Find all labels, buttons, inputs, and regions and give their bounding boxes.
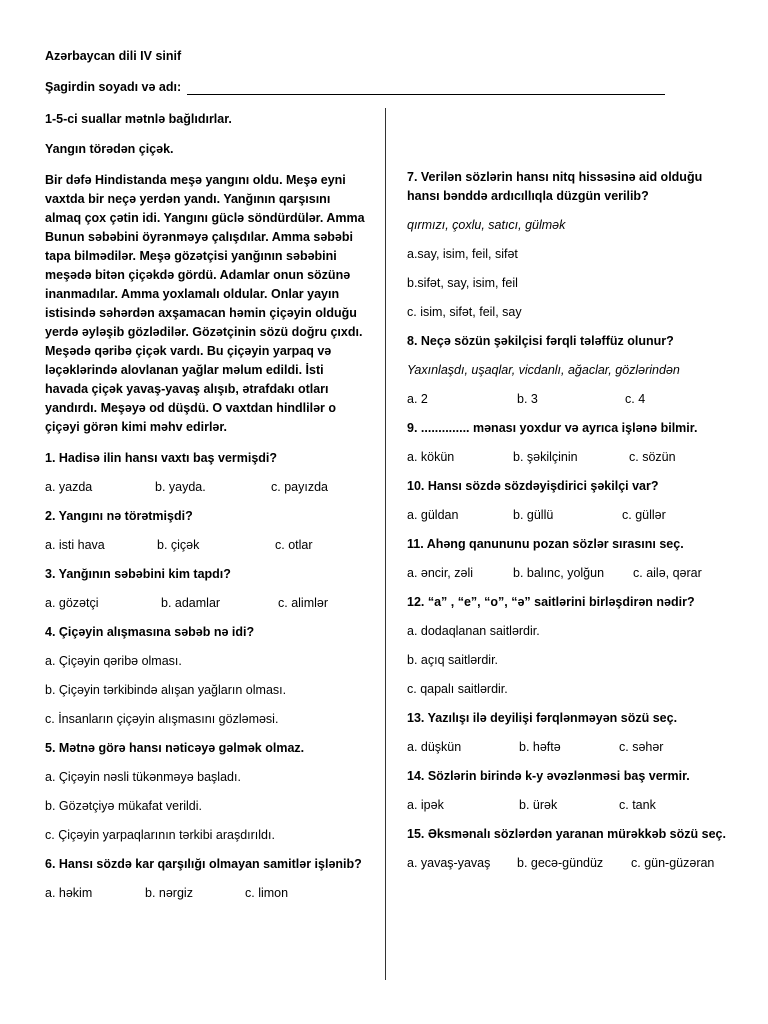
question-7-option-a[interactable]: a.say, isim, feil, sifət [407,247,518,261]
story-text: Bir dəfə Hindistanda meşə yangını oldu. Meşə eyni vaxtda bir neçə yerdən yandı. Yanğının qarşısını almaq çox çətin idi. Yangını güclə söndürdülər. Amma Bunun səbəbini öyrənməyə çalışdılar. Amma səbəbi tapa bilmədilər. Meşə gözətçisi yanğının səbəbini meşədə bitən çiçəkdə gördü. Adamlar onun sözünə inanmadılar. Amma yoxlamalı oldular. Onlar yayın istisində səhərdən axşamacan həmin çiçəyin olduğu yerdə əyləşib gözlədilər. Gözətçinin sözü doğru çıxdı. Meşədə qəribə çiçək vardı. Bu çiçəyin yarpaq və ləçəklərində alovlanan yağlar məlum edildi. İsti havada çiçək yavaş-yavaş alışıb, ətrafdakı otları yandırdı. Meşəyə od düşdü. O vaxtdan hindlilər o çiçəyi görən kimi məhv edirlər. [45,173,365,434]
subject-title: Azərbaycan dili IV sinif [45,49,182,63]
question-6-options [45,884,367,903]
question-2-option-b[interactable]: b. çiçək [157,538,200,552]
question-7-option-c[interactable]: c. isim, sifət, feil, say [407,305,522,319]
question-3-option-c[interactable]: c. alimlər [278,596,329,610]
question-1-option-b[interactable]: b. yayda. [155,480,206,494]
question-7: 7. Verilən sözlərin hansı nitq hissəsinə aid olduğu hansı bənddə ardıcıllıqla düzgün verilib? [407,170,703,203]
question-2-option-c[interactable]: c. otlar [275,538,313,552]
question-1-options [45,478,367,497]
question-8: 8. Neçə sözün şəkilçisi fərqli tələffüz olunur? [407,334,674,348]
question-9-option-b[interactable]: b. şəkilçinin [513,450,578,464]
question-2-options [45,536,367,555]
question-1-option-a[interactable]: a. yazda [45,480,93,494]
question-4: 4. Çiçəyin alışmasına səbəb nə idi? [45,625,255,639]
question-6-option-b[interactable]: b. nərgiz [145,886,193,900]
question-3: 3. Yanğının səbəbini kim tapdı? [45,567,231,581]
question-14-option-b[interactable]: b. ürək [519,798,558,812]
question-5-option-b[interactable]: b. Gözətçiyə mükafat verildi. [45,799,203,813]
question-11-option-a[interactable]: a. əncir, zəli [407,566,474,580]
question-5-option-a[interactable]: a. Çiçəyin nəsli tükənməyə başladı. [45,770,241,784]
question-3-option-b[interactable]: b. adamlar [161,596,221,610]
question-13-option-c[interactable]: c. səhər [619,740,664,754]
question-13-option-a[interactable]: a. düşkün [407,740,462,754]
question-15-option-b[interactable]: b. gecə-gündüz [517,856,604,870]
question-6-option-c[interactable]: c. limon [245,886,289,900]
question-14: 14. Sözlərin birində k-y əvəzlənməsi baş vermir. [407,769,690,783]
question-9-option-c[interactable]: c. sözün [629,450,676,464]
question-5: 5. Mətnə görə hansı nəticəyə gəlmək olmaz. [45,741,305,755]
question-15: 15. Əksmənalı sözlərdən yaranan mürəkkəb sözü seç. [407,827,726,841]
question-10-option-b[interactable]: b. güllü [513,508,554,522]
question-7-option-b[interactable]: b.sifət, say, isim, feil [407,276,518,290]
student-name-label: Şagirdin soyadı və adı: [45,80,182,94]
question-6: 6. Hansı sözdə kar qarşılığı olmayan samitlər işlənib? [45,857,362,871]
question-8-words: Yaxınlaşdı, uşaqlar, vicdanlı, ağaclar, gözlərindən [407,363,680,377]
question-10-option-a[interactable]: a. güldan [407,508,459,522]
question-2-option-a[interactable]: a. isti hava [45,538,105,552]
column-divider [385,108,386,980]
question-12-option-b[interactable]: b. açıq saitlərdir. [407,653,499,667]
question-4-option-a[interactable]: a. Çiçəyin qəribə olması. [45,654,182,668]
question-9-option-a[interactable]: a. kökün [407,450,455,464]
student-name-line [187,94,665,95]
question-13: 13. Yazılışı ilə deyilişi fərqlənməyən sözü seç. [407,711,678,725]
question-14-option-a[interactable]: a. ipək [407,798,444,812]
question-12: 12. “a” , “e”, “o”, “ə” saitlərini birləşdirən nədir? [407,595,695,609]
question-12-option-a[interactable]: a. dodaqlanan saitlərdir. [407,624,540,638]
question-1: 1. Hadisə ilin hansı vaxtı baş vermişdi? [45,451,278,465]
question-12-option-c[interactable]: c. qapalı saitlərdir. [407,682,508,696]
question-8-option-c[interactable]: c. 4 [625,392,646,406]
story-title: Yangın törədən çiçək. [45,142,174,156]
question-14-options [407,796,737,815]
question-4-option-c[interactable]: c. İnsanların çiçəyin alışmasını gözləməsi. [45,712,279,726]
question-11-options [407,564,737,583]
question-14-option-c[interactable]: c. tank [619,798,656,812]
right-column [407,168,737,883]
question-11-option-c[interactable]: c. ailə, qərar [633,566,702,580]
question-8-option-a[interactable]: a. 2 [407,392,428,406]
question-6-option-a[interactable]: a. həkim [45,886,93,900]
question-10-option-c[interactable]: c. güllər [622,508,666,522]
intro-text: 1-5-ci suallar mətnlə bağlıdırlar. [45,112,232,126]
question-15-options [407,854,737,873]
question-9-options [407,448,737,467]
question-15-option-a[interactable]: a. yavaş-yavaş [407,856,491,870]
question-11-option-b[interactable]: b. balınc, yolğun [513,566,605,580]
question-13-options [407,738,737,757]
question-8-option-b[interactable]: b. 3 [517,392,538,406]
question-3-option-a[interactable]: a. gözətçi [45,596,99,610]
question-11: 11. Ahəng qanununu pozan sözlər sırasını seç. [407,537,684,551]
question-1-option-c[interactable]: c. payızda [271,480,328,494]
question-10: 10. Hansı sözdə sözdəyişdirici şəkilçi var? [407,479,659,493]
question-3-options [45,594,367,613]
left-column [45,110,367,913]
question-7-words: qırmızı, çoxlu, satıcı, gülmək [407,218,566,232]
question-2: 2. Yangını nə törətmişdi? [45,509,193,523]
question-15-option-c[interactable]: c. gün-güzəran [631,856,715,870]
question-4-option-b[interactable]: b. Çiçəyin tərkibində alışan yağların olması. [45,683,287,697]
question-8-options [407,390,737,409]
question-10-options [407,506,737,525]
question-13-option-b[interactable]: b. həftə [519,740,561,754]
question-5-option-c[interactable]: c. Çiçəyin yarpaqlarının tərkibi araşdırıldı. [45,828,275,842]
question-9: 9. .............. mənası yoxdur və ayrıca işlənə bilmir. [407,421,698,435]
